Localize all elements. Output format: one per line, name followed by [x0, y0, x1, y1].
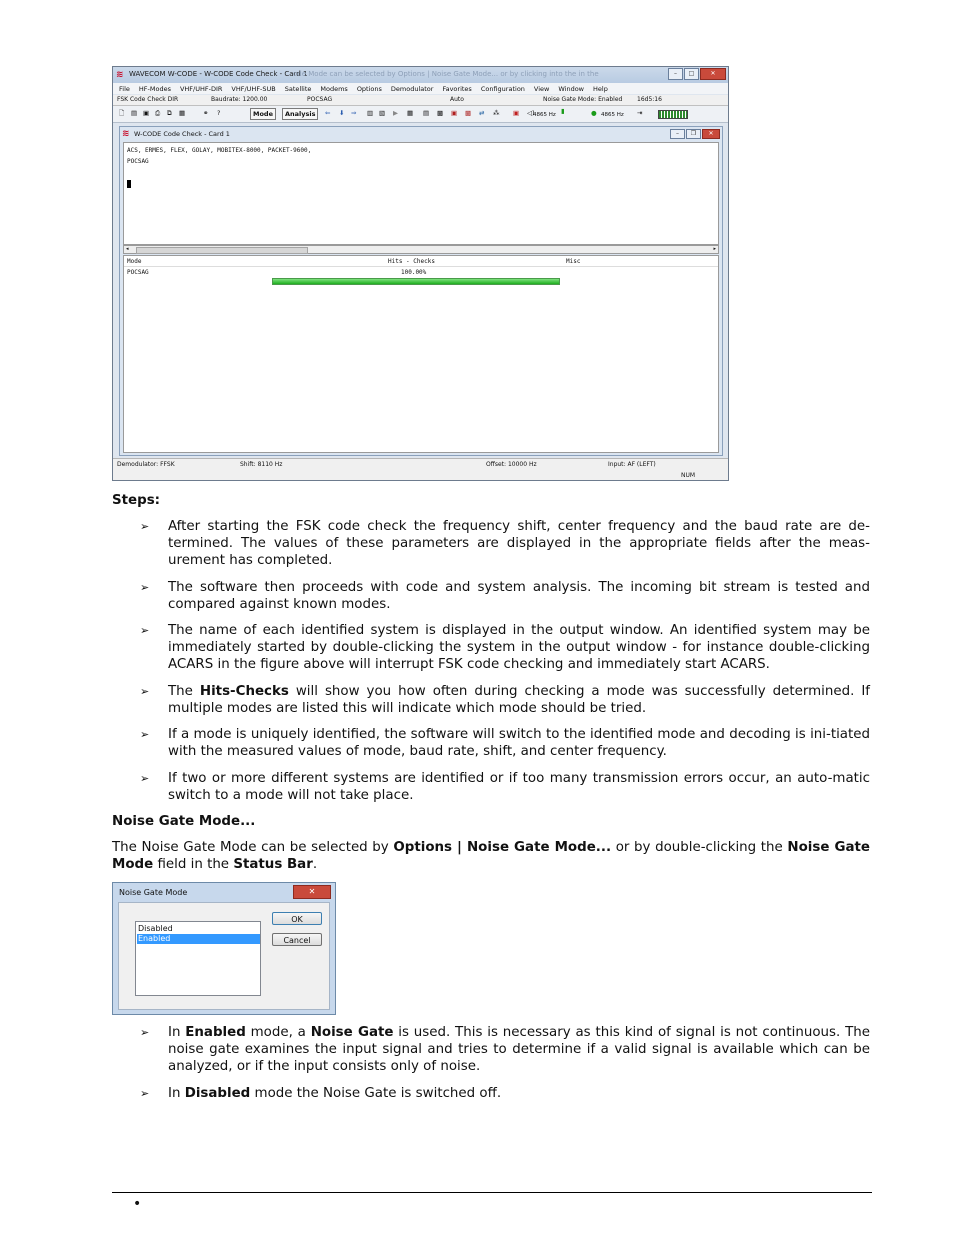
child-minimize-icon[interactable]: –: [670, 129, 685, 139]
text-bold: Enabled: [185, 1025, 246, 1040]
rec-icon[interactable]: ▣: [513, 109, 520, 117]
step-text: After starting the FSK code check the frequency shift, center frequency and the baud rate are de-termined. The values of these parameters are displayed in the appropriate fields after the meas-urement has completed.: [168, 519, 870, 568]
text-run: mode the Noise Gate is switched off.: [250, 1086, 502, 1101]
ok-button[interactable]: OK: [272, 912, 322, 925]
child-title: W-CODE Code Check - Card 1: [134, 130, 230, 138]
arrow-bullet-icon: ➢: [140, 772, 150, 785]
print-icon[interactable]: ⎙: [155, 109, 161, 117]
binoculars-icon[interactable]: ⚭: [203, 109, 209, 117]
save-icon[interactable]: ▣: [143, 109, 150, 117]
para-bold: Status Bar: [233, 857, 313, 872]
scroll-thumb[interactable]: [136, 247, 308, 254]
row-hits: 100.00%: [401, 269, 427, 276]
output-window[interactable]: [123, 142, 719, 245]
menu-view[interactable]: View: [533, 84, 550, 93]
col-header-hits[interactable]: Hits - Checks: [388, 258, 435, 265]
record-icon[interactable]: ▣: [451, 109, 458, 117]
stop-icon[interactable]: ▩: [465, 109, 472, 117]
col-header-misc[interactable]: Misc: [566, 258, 581, 265]
noise-gate-dialog: [112, 882, 336, 1015]
menu-hf-modes[interactable]: HF-Modes: [138, 84, 171, 93]
minimize-icon[interactable]: –: [668, 68, 683, 80]
new-file-icon[interactable]: 🗋: [119, 109, 125, 117]
results-list: [123, 255, 719, 453]
arrow-bullet-icon: ➢: [140, 728, 150, 741]
status-baudrate[interactable]: Baudrate: 1200.00: [211, 96, 268, 103]
step-text: The software then proceeds with code and system analysis. The incoming bit stream is tested and compared against known modes.: [168, 580, 870, 612]
help-icon[interactable]: ?: [217, 109, 221, 117]
menu-window[interactable]: Window: [558, 84, 584, 93]
noise-gate-listbox[interactable]: [135, 921, 261, 996]
app-title: WAVECOM W-CODE - W-CODE Code Check - Card 1: [129, 70, 308, 78]
paste-icon[interactable]: ▦: [179, 109, 186, 117]
status-bar-num: [113, 469, 728, 481]
arrow-bullet-icon: ➢: [140, 1026, 150, 1039]
menu-vhf-uhf-sub[interactable]: VHF/UHF-SUB: [231, 84, 276, 93]
row-mode[interactable]: POCSAG: [127, 269, 149, 276]
menu-options[interactable]: Options: [356, 84, 382, 93]
step-text-post: will show you how often during checking a mode was successfully determined. If multiple modes are listed this will indicate which mode should be tried.: [168, 684, 870, 716]
arrow-bullet-icon: ➢: [140, 624, 150, 637]
display-icon[interactable]: ▩: [437, 109, 444, 117]
child-logo-icon: ≋: [122, 129, 130, 139]
output-line[interactable]: ACS, ERMES, FLEX, GOLAY, MOBITEX-8000, PACKET-9600,: [127, 147, 312, 154]
step-text-pre: The: [168, 684, 200, 699]
hits-progress-fill: [273, 279, 559, 284]
arrow-down-icon[interactable]: ⬇: [339, 109, 345, 117]
child-restore-icon[interactable]: ❐: [686, 129, 701, 139]
arrow-bullet-icon: ➢: [140, 685, 150, 698]
menu-modems[interactable]: Modems: [320, 84, 348, 93]
para-text: The Noise Gate Mode can be selected by: [112, 840, 394, 855]
footer-rule: [112, 1192, 872, 1193]
menu-favorites[interactable]: Favorites: [442, 84, 472, 93]
status-input[interactable]: Input: AF (LEFT): [608, 461, 656, 468]
code-check-window: [119, 126, 723, 456]
menu-vhf-uhf-dir[interactable]: VHF/UHF-DIR: [179, 84, 223, 93]
lock-indicator-icon: ●: [591, 109, 597, 117]
settings-icon[interactable]: ⁂: [493, 109, 500, 117]
copy-icon[interactable]: ⧉: [167, 109, 172, 117]
results-header: [124, 256, 718, 267]
steps-heading: Steps:: [112, 493, 161, 508]
menu-bar: [113, 83, 728, 94]
table-row[interactable]: [124, 267, 718, 277]
menu-satellite[interactable]: Satellite: [284, 84, 312, 93]
status-system[interactable]: POCSAG: [307, 96, 333, 103]
text-run: In: [168, 1086, 185, 1101]
step-text: If two or more different systems are identified or if too many transmission errors occur, an auto-matic switch to a mode will not take place.: [168, 771, 870, 803]
status-shift[interactable]: Shift: 8110 Hz: [240, 461, 283, 468]
text-run: In: [168, 1025, 186, 1040]
col-header-mode[interactable]: Mode: [127, 258, 142, 265]
maximize-icon[interactable]: □: [684, 68, 699, 80]
arrow-right-icon[interactable]: ⇒: [351, 109, 357, 117]
status-time: 16d5:16: [637, 96, 662, 103]
status-offset[interactable]: Offset: 10000 Hz: [486, 461, 537, 468]
noise-gate-paragraph: [112, 839, 870, 873]
bar-graph-icon[interactable]: ▥: [367, 109, 374, 117]
analysis-button[interactable]: Analysis: [282, 108, 318, 120]
tune-icon[interactable]: ⇥: [637, 109, 643, 117]
menu-file[interactable]: File: [119, 84, 130, 93]
para-bold: Noise Gate Mode: [112, 840, 870, 872]
noise-bullet-text: [168, 1085, 870, 1102]
menu-help[interactable]: Help: [593, 84, 608, 93]
arrow-left-icon[interactable]: ⇐: [325, 109, 331, 117]
dialog-body: [118, 902, 330, 1010]
noise-gate-heading: Noise Gate Mode...: [112, 814, 256, 829]
wcode-screenshot: [112, 66, 729, 481]
status-row-top: [113, 95, 728, 106]
status-num: NUM: [681, 472, 696, 479]
speaker-icon[interactable]: ◁): [527, 109, 535, 117]
horizontal-scrollbar[interactable]: [123, 245, 719, 254]
arrow-bullet-icon: ➢: [140, 1087, 150, 1100]
status-noise-gate[interactable]: Noise Gate Mode: Enabled: [543, 96, 623, 103]
open-folder-icon[interactable]: ▤: [131, 109, 138, 117]
freq-readout-1: 4865 Hz: [533, 112, 556, 118]
option-enabled[interactable]: Enabled: [137, 934, 260, 944]
text-run: mode, a: [245, 1025, 311, 1040]
para-text: or by double-clicking the: [611, 840, 788, 855]
option-disabled[interactable]: Disabled: [138, 924, 173, 933]
output-line[interactable]: POCSAG: [127, 158, 149, 165]
menu-demodulator[interactable]: Demodulator: [390, 84, 434, 93]
keyboard-icon[interactable]: ▤: [423, 109, 430, 117]
toolbar: [113, 106, 728, 123]
close-icon[interactable]: ✕: [700, 68, 726, 80]
dialog-close-icon[interactable]: ✕: [293, 885, 331, 899]
wavecom-logo-icon: ≋: [116, 70, 124, 80]
step-text-bold: Hits-Checks: [199, 684, 289, 699]
play-icon[interactable]: ▶: [393, 109, 398, 117]
spectrum-icon[interactable]: ▧: [379, 109, 386, 117]
text-cursor: [127, 180, 131, 188]
text-run: is used. This is necessary as this kind of signal is not continuous. The noise gate examines the input signal and tries to determine if a valid signal is available which can be analyzed, or if the input consists only of noise.: [168, 1025, 870, 1074]
step-text: If a mode is uniquely identified, the software will switch to the identified mode and decoding is ini-tiated with the measured values of mode, baud rate, shift, and center frequency.: [168, 727, 870, 759]
refresh-icon[interactable]: ⇄: [479, 109, 485, 117]
text-bold: Noise Gate: [310, 1025, 394, 1040]
text-bold: Disabled: [184, 1086, 251, 1101]
noise-bullet-text: [168, 1024, 870, 1075]
mode-button[interactable]: Mode: [250, 108, 276, 120]
cancel-button[interactable]: Cancel: [272, 933, 322, 946]
status-mode[interactable]: FSK Code Check DIR: [117, 96, 179, 103]
step-text: The name of each identified system is displayed in the output window. An identified system may be immediately started by double-clicking the system in the output window - for instance double-clicking ACARS in the figure above will interrupt FSK code checking and immediately start ACARS.: [168, 623, 870, 672]
arrow-bullet-icon: ➢: [140, 520, 150, 533]
step-text: [168, 683, 870, 717]
menu-configuration[interactable]: Configuration: [480, 84, 525, 93]
scroll-left-icon[interactable]: ◂: [126, 246, 129, 252]
arrow-bullet-icon: ➢: [140, 581, 150, 594]
dialog-title: Noise Gate Mode: [119, 888, 188, 897]
para-bold: Options | Noise Gate Mode...: [393, 840, 612, 855]
child-close-icon[interactable]: ✕: [702, 129, 720, 139]
status-demodulator[interactable]: Demodulator: FFSK: [117, 461, 175, 468]
tuning-indicator-icon: ▮: [561, 107, 565, 115]
grid-icon[interactable]: ▦: [407, 109, 414, 117]
para-text: .: [312, 857, 318, 872]
freq-readout-2: 4865 Hz: [601, 112, 624, 118]
app-titlebar: [113, 67, 728, 83]
scroll-right-icon[interactable]: ▸: [713, 246, 716, 252]
para-text: field in the: [153, 857, 234, 872]
hits-progress-bar: [272, 278, 560, 285]
footer-bullet: •: [133, 1196, 142, 1212]
title-overlay-text: ode Mode can be selected by Options | Noise Gate Mode... or by clicking into the in the: [293, 70, 599, 78]
status-auto[interactable]: Auto: [450, 96, 464, 103]
child-titlebar: [120, 127, 722, 141]
level-meter: [658, 110, 688, 119]
